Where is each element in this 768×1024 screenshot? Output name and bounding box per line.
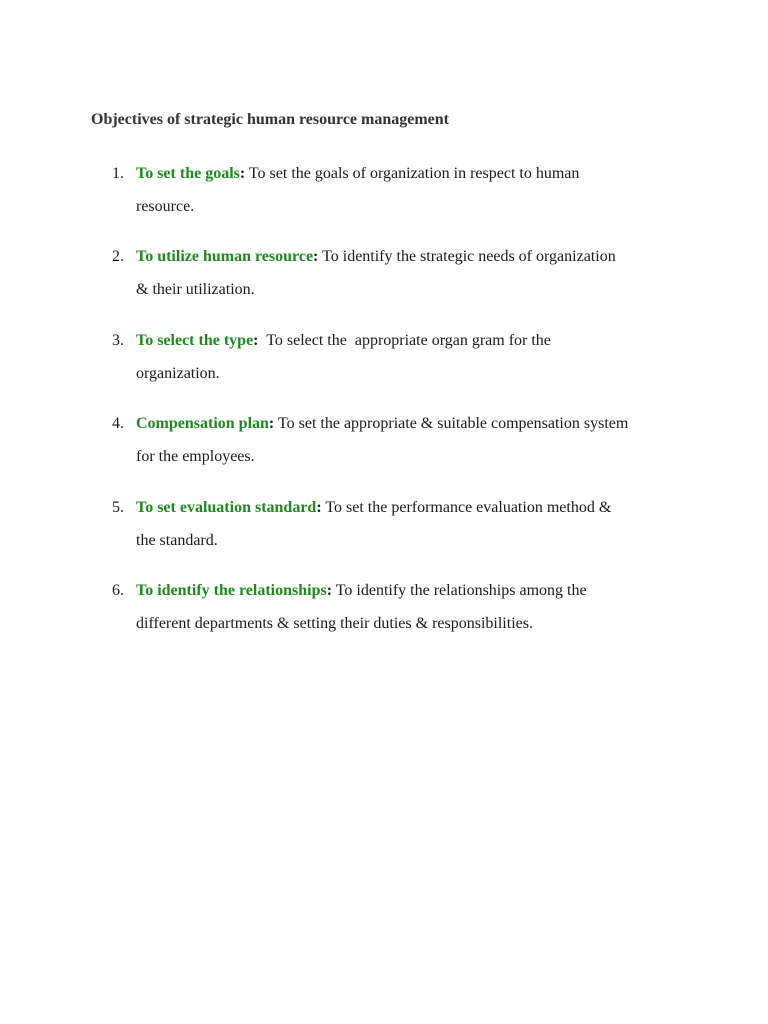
item-description-continued: & their utilization. bbox=[136, 281, 255, 298]
item-number: 4. bbox=[112, 415, 124, 432]
item-description: To set the performance evaluation method & bbox=[321, 499, 612, 516]
item-colon: : bbox=[316, 499, 322, 516]
item-description: To set the goals of organization in respect to human bbox=[245, 165, 580, 182]
item-colon: : bbox=[239, 165, 246, 182]
item-number: 3. bbox=[112, 332, 124, 349]
item-description-continued: for the employees. bbox=[136, 448, 255, 465]
item-colon: : bbox=[253, 332, 259, 349]
item-description: To identify the strategic needs of organization bbox=[318, 248, 616, 265]
item-line-1 bbox=[136, 324, 691, 357]
item-line-1 bbox=[136, 157, 691, 190]
item-line-1 bbox=[136, 491, 691, 524]
item-colon: : bbox=[326, 582, 333, 599]
item-description-continued: different departments & setting their duties & responsibilities. bbox=[136, 615, 533, 632]
item-description: To identify the relationships among the bbox=[332, 582, 587, 599]
document-title: Objectives of strategic human resource management bbox=[91, 111, 449, 128]
item-number: 2. bbox=[112, 248, 124, 265]
item-description: To set the appropriate & suitable compensation system bbox=[274, 415, 629, 432]
item-term: To identify the relationships bbox=[136, 582, 327, 599]
item-description-continued: resource. bbox=[136, 198, 195, 215]
item-term: To set the goals bbox=[136, 165, 240, 182]
list-item bbox=[112, 157, 691, 223]
item-term: Compensation plan bbox=[136, 415, 269, 432]
list-item bbox=[112, 324, 691, 390]
item-description: To select the appropriate organ gram for the bbox=[258, 332, 551, 349]
list-item bbox=[112, 407, 691, 473]
item-number: 5. bbox=[112, 499, 124, 516]
item-line-1 bbox=[136, 574, 691, 607]
item-number: 1. bbox=[112, 165, 124, 182]
item-line-1 bbox=[136, 407, 691, 440]
item-colon: : bbox=[268, 415, 275, 432]
list-item bbox=[112, 240, 691, 306]
item-number: 6. bbox=[112, 582, 124, 599]
list-item bbox=[112, 491, 691, 557]
item-line-1 bbox=[136, 240, 691, 273]
item-term: To set evaluation standard bbox=[136, 499, 317, 516]
item-description-continued: organization. bbox=[136, 365, 220, 382]
item-description-continued: the standard. bbox=[136, 532, 218, 549]
list-item bbox=[112, 574, 691, 640]
item-colon: : bbox=[313, 248, 319, 265]
item-term: To select the type bbox=[136, 332, 254, 349]
item-term: To utilize human resource bbox=[136, 248, 314, 265]
